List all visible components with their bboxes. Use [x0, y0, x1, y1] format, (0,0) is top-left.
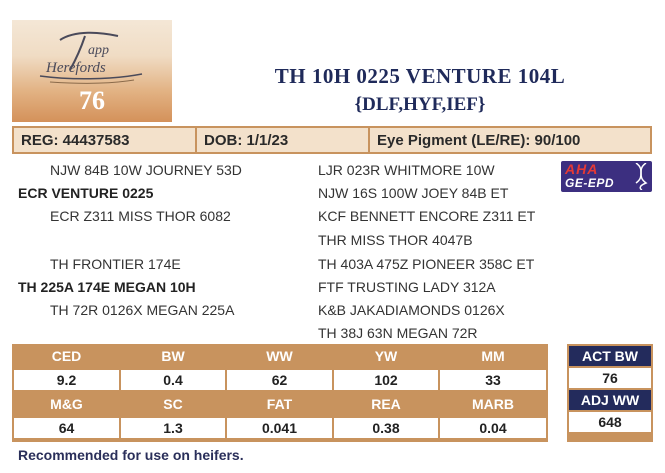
epd-row-vals-2 [12, 416, 548, 440]
pedigree-sire: ECR VENTURE 0225 [18, 185, 154, 201]
ge-epd-logo-text: GE-EPD [565, 176, 615, 190]
epd-value-mm: 33 [440, 370, 546, 390]
epd-row-heads-2 [12, 392, 548, 416]
aha-ge-epd-logo [561, 161, 652, 192]
adj-ww-value: 648 [569, 412, 651, 432]
animal-tags: {DLF,HYF,IEF} [354, 94, 486, 115]
act-bw-value: 76 [569, 368, 651, 388]
info-bar [12, 126, 652, 154]
pedigree-dam-dam: TH 72R 0126X MEGAN 225A [50, 302, 235, 318]
lot-number: 76 [79, 86, 105, 115]
registration-number: REG: 44437583 [14, 128, 195, 152]
tapp-herefords-logo [30, 26, 150, 86]
svg-text:app: app [88, 43, 109, 58]
eye-pigment: Eye Pigment (LE/RE): 90/100 [370, 128, 650, 152]
epd-head-fat: FAT [227, 394, 332, 414]
epd-value-ww: 62 [227, 370, 332, 390]
pedigree-sire-dam-sire: KCF BENNETT ENCORE Z311 ET [318, 208, 536, 224]
pedigree-sire-sire: NJW 84B 10W JOURNEY 53D [50, 162, 242, 178]
epd-value-ced: 9.2 [14, 370, 119, 390]
epd-head-yw: YW [334, 346, 438, 366]
footer-note: Recommended for use on heifers. [18, 447, 244, 463]
svg-text:Herefords: Herefords [46, 60, 106, 76]
epd-head-sc: SC [121, 394, 225, 414]
epd-row-heads-1 [12, 344, 548, 368]
epd-head-marb: MARB [440, 394, 546, 414]
date-of-birth: DOB: 1/1/23 [197, 128, 368, 152]
epd-value-marb: 0.04 [440, 418, 546, 438]
epd-row-vals-1 [12, 368, 548, 392]
pedigree-sire-sire-sire: LJR 023R WHITMORE 10W [318, 162, 495, 178]
pedigree-dam-sire-dam: FTF TRUSTING LADY 312A [318, 279, 496, 295]
act-bw-label: ACT BW [569, 346, 651, 366]
pedigree-dam-dam-sire: K&B JAKADIAMONDS 0126X [318, 302, 505, 318]
pedigree-dam-sire: TH FRONTIER 174E [50, 256, 181, 272]
epd-value-fat: 0.041 [227, 418, 332, 438]
epd-head-ced: CED [14, 346, 119, 366]
adj-ww-label: ADJ WW [569, 390, 651, 410]
epd-value-sc: 1.3 [121, 418, 225, 438]
epd-value-mg: 64 [14, 418, 119, 438]
epd-head-ww: WW [227, 346, 332, 366]
animal-name: TH 10H 0225 VENTURE 104L [274, 64, 566, 88]
pedigree-sire-dam-dam: THR MISS THOR 4047B [318, 232, 473, 248]
pedigree-dam: TH 225A 174E MEGAN 10H [18, 279, 196, 295]
logo-panel [12, 20, 172, 122]
epd-head-bw: BW [121, 346, 225, 366]
epd-value-rea: 0.38 [334, 418, 438, 438]
pedigree-dam-sire-sire: TH 403A 475Z PIONEER 358C ET [318, 256, 535, 272]
epd-head-mg: M&G [14, 394, 119, 414]
pedigree-dam-dam-dam: TH 38J 63N MEGAN 72R [318, 325, 478, 341]
weights-table [567, 344, 653, 442]
epd-table [12, 344, 548, 442]
dna-helix-icon [634, 163, 648, 190]
epd-value-bw: 0.4 [121, 370, 225, 390]
epd-head-mm: MM [440, 346, 546, 366]
epd-value-yw: 102 [334, 370, 438, 390]
pedigree-sire-sire-dam: NJW 16S 100W JOEY 84B ET [318, 185, 509, 201]
aha-logo-text: AHA [565, 161, 599, 177]
epd-head-rea: REA [334, 394, 438, 414]
pedigree-sire-dam: ECR Z311 MISS THOR 6082 [50, 208, 231, 224]
